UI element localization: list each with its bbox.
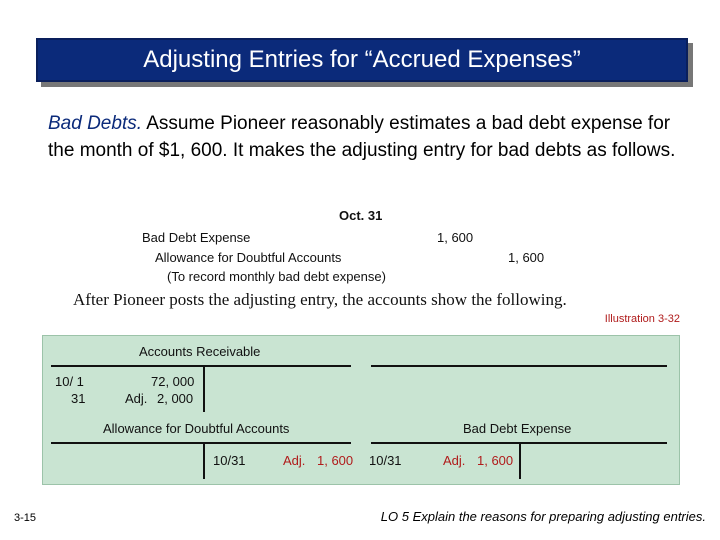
allowance-label: Adj. [283, 453, 306, 468]
ar-row2-label: Adj. [125, 391, 148, 406]
allowance-title: Allowance for Doubtful Accounts [103, 421, 290, 436]
slide-title: Adjusting Entries for “Accrued Expenses” [143, 46, 581, 73]
illustration-label: Illustration 3-32 [604, 313, 680, 325]
ar-top-rule [51, 365, 351, 367]
ar-row1-amount: 72, 000 [151, 374, 195, 389]
after-posting-text: After Pioneer posts the adjusting entry, the accounts show the following. [73, 290, 567, 309]
ar-row2-amount: 2, 000 [157, 391, 194, 406]
slide-number: 3-15 [14, 512, 37, 524]
journal-debit-account: Bad Debt Expense [142, 230, 251, 245]
ar-row1-date: 10/ 1 [55, 374, 84, 389]
allowance-top-rule [51, 442, 351, 444]
slide-title-bar [36, 38, 688, 82]
bde-divider [519, 443, 521, 479]
bde-date: 10/31 [369, 453, 402, 468]
ar-row2-date: 31 [71, 391, 86, 406]
right-top-rule [371, 365, 667, 367]
bde-amount: 1, 600 [477, 453, 514, 468]
ar-title: Accounts Receivable [139, 344, 261, 359]
allowance-date: 10/31 [213, 453, 246, 468]
ar-divider [203, 366, 205, 412]
intro-text: Assume Pioneer reasonably estimates a bad debt expense for the month of $1, 600. It makes the adjusting entry for bad debts as follows. [48, 113, 676, 161]
intro-paragraph [48, 110, 698, 164]
bde-label: Adj. [443, 453, 466, 468]
journal-date: Oct. 31 [339, 208, 383, 223]
allowance-amount: 1, 600 [317, 453, 354, 468]
journal-credit-amount: 1, 600 [508, 250, 545, 265]
journal-credit-account: Allowance for Doubtful Accounts [155, 250, 342, 265]
ledger-t-accounts [42, 335, 680, 485]
allowance-divider [203, 443, 205, 479]
journal-debit-amount: 1, 600 [437, 230, 474, 245]
learning-objective: LO 5 Explain the reasons for preparing adjusting entries. [380, 509, 706, 524]
journal-memo: (To record monthly bad debt expense) [167, 269, 386, 284]
intro-lead: Bad Debts. [48, 113, 142, 134]
bde-title: Bad Debt Expense [463, 421, 572, 436]
